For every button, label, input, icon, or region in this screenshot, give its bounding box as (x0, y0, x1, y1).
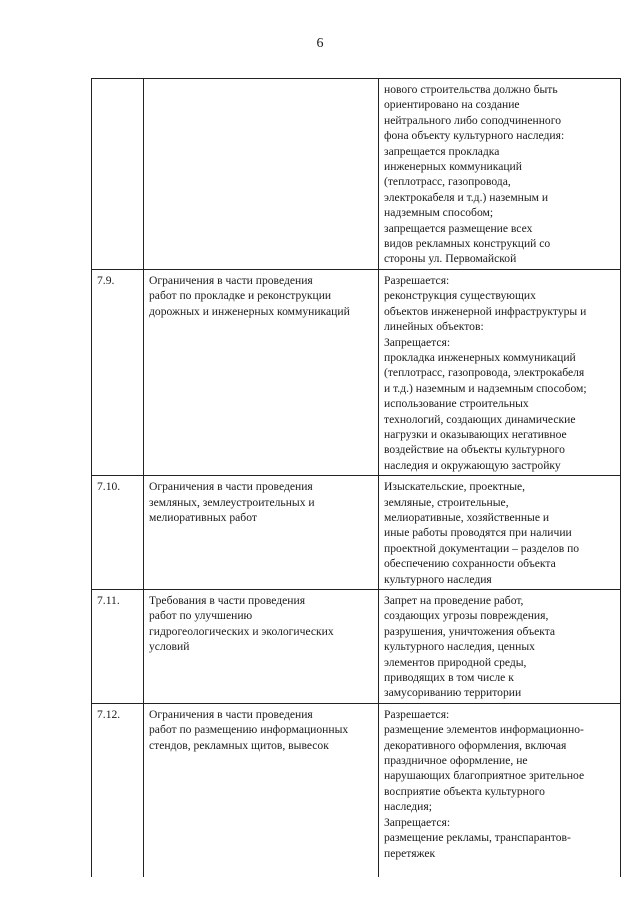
restriction-details (379, 590, 621, 704)
restriction-details-line: декоративного оформления, включая (384, 738, 567, 752)
restriction-details-line: иные работы проводятся при наличии (384, 526, 572, 540)
restriction-details-line: (теплотрасс, газопровода, (384, 175, 511, 189)
table-row (92, 476, 621, 590)
restriction-details-line: размещение рекламы, транспарантов- (384, 831, 571, 845)
restriction-details-line: нейтрального либо соподчиненного (384, 113, 561, 127)
restriction-title-line: Требования в части проведения (149, 594, 306, 607)
restriction-details-line: нарушающих благоприятное зрительное (384, 769, 585, 783)
table-row (92, 590, 621, 704)
restriction-details (379, 703, 621, 877)
restriction-details-line: Изыскательские, проектные, (384, 480, 526, 494)
restriction-details-line: электрокабеля и т.д.) наземным и (384, 190, 549, 204)
restriction-title (144, 79, 379, 270)
restriction-details-line: объектов инженерной инфраструктуры и (384, 304, 587, 318)
restriction-details-line: восприятие объекта культурного (384, 784, 545, 798)
restriction-details-line: мелиоративные, хозяйственные и (384, 510, 550, 524)
restriction-details-line: наследия и окружающую застройку (384, 458, 561, 472)
restriction-title (144, 476, 379, 590)
restriction-details-line: культурного наследия, ценных (384, 640, 535, 654)
restriction-details-line: культурного наследия (384, 572, 492, 586)
restriction-details (379, 269, 621, 475)
restriction-details-line: запрещается прокладка (384, 144, 500, 158)
restriction-details-line: прокладка инженерных коммуникаций (384, 350, 576, 364)
restriction-title (144, 703, 379, 877)
restriction-details-line: земляные, строительные, (384, 495, 509, 509)
restriction-title-line: мелиоративных работ (149, 510, 257, 524)
restriction-details-line: праздничное оформление, не (384, 754, 528, 768)
restriction-details-line: обеспечению сохранности объекта (384, 557, 556, 571)
item-number: 7.12. (92, 703, 144, 877)
restriction-title-line: работ по улучшению (149, 609, 253, 623)
restriction-details-line: фона объекту культурного наследия: (384, 129, 565, 143)
restriction-details-line: наследия; (384, 800, 432, 814)
restriction-details-line: реконструкция существующих (384, 289, 536, 303)
restriction-title (144, 269, 379, 475)
restriction-details-line: стороны ул. Первомайской (384, 252, 517, 266)
item-number: 7.11. (92, 590, 144, 704)
restriction-details-line: Запрещается: (384, 815, 451, 829)
restriction-title-line: Ограничения в части проведения (149, 480, 313, 494)
restriction-details-line: размещение элементов информационно- (384, 723, 584, 737)
restriction-details-line: разрушения, уничтожения объекта (384, 624, 556, 638)
restriction-details (379, 79, 621, 270)
restriction-details-line: Запрещается: (384, 335, 451, 349)
restriction-details-line: запрещается размещение всех (384, 221, 533, 235)
restriction-details-line: замусориванию территории (384, 686, 522, 700)
restriction-details-line: использование строительных (384, 397, 529, 411)
item-number: 7.9. (92, 269, 144, 475)
restriction-title-line: работ по прокладке и реконструкции (149, 289, 332, 303)
restriction-title-line: дорожных и инженерных коммуникаций (149, 304, 350, 318)
restriction-details-line: элементов природной среды, (384, 655, 527, 669)
restriction-details (379, 476, 621, 590)
restriction-details-line: технологий, создающих динамические (384, 412, 576, 426)
restriction-title-line: стендов, рекламных щитов, вывесок (149, 738, 329, 752)
restriction-details-line: (теплотрасс, газопровода, электрокабеля (384, 366, 585, 380)
restriction-details-line: Запрет на проведение работ, (384, 594, 524, 607)
regulations-table-body (92, 79, 621, 877)
restriction-title-line: Ограничения в части проведения (149, 707, 313, 721)
restriction-details-line: проектной документации – разделов по (384, 541, 580, 555)
restriction-title-line: работ по размещению информационных (149, 723, 349, 737)
table-row (92, 703, 621, 877)
regulations-table (91, 78, 621, 877)
restriction-details-line: ориентировано на создание (384, 98, 520, 112)
restriction-details-line: надземным способом; (384, 206, 494, 220)
table-row (92, 269, 621, 475)
restriction-details-line: видов рекламных конструкций со (384, 237, 551, 251)
item-number: 7.10. (92, 476, 144, 590)
restriction-title-line: гидрогеологических и экологических (149, 624, 334, 638)
restriction-details-line: приводящих в том числе к (384, 671, 514, 685)
restriction-title-line: Ограничения в части проведения (149, 273, 313, 287)
restriction-details-line: Разрешается: (384, 273, 450, 287)
restriction-details-line: создающих угрозы повреждения, (384, 609, 549, 623)
table-row (92, 79, 621, 270)
restriction-details-line: и т.д.) наземным и надземным способом; (384, 381, 587, 395)
page-number: 6 (316, 36, 324, 51)
restriction-title (144, 590, 379, 704)
restriction-details-line: линейных объектов: (384, 320, 484, 334)
restriction-title-line: условий (149, 640, 190, 654)
restriction-details-line: воздействие на объекты культурного (384, 443, 565, 457)
restriction-details-line: Разрешается: (384, 707, 450, 721)
restriction-details-line: инженерных коммуникаций (384, 160, 522, 174)
restriction-details-line: нагрузки и оказывающих негативное (384, 427, 567, 441)
restriction-details-line: нового строительства должно быть (384, 83, 558, 96)
restriction-details-line: перетяжек (384, 846, 436, 860)
restriction-title-line: земляных, землеустроительных и (149, 495, 315, 509)
item-number (92, 79, 144, 270)
